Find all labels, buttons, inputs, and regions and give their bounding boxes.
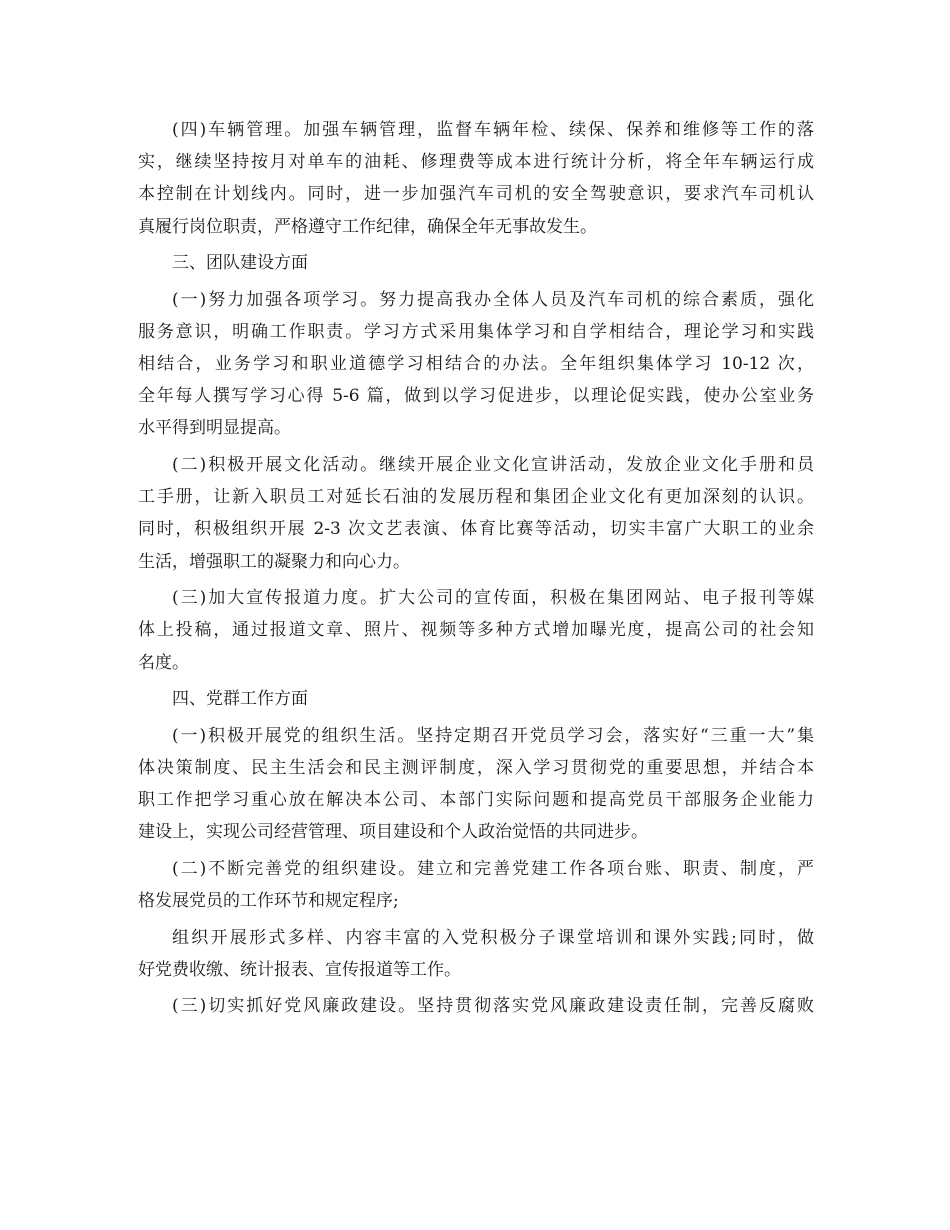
- document-body: [138, 114, 814, 1027]
- paragraph-party-life: [138, 720, 814, 849]
- text-line: (二)积极开展文化活动。继续开展企业文化宣讲活动，发放企业文化手册和员: [172, 455, 814, 476]
- text-line: 实，继续坚持按月对单车的油耗、修理费等成本进行统计分析，将全年车辆运行成: [138, 152, 814, 173]
- paragraph-party-organization: [138, 853, 814, 917]
- text-line: (二)不断完善党的组织建设。建立和完善党建工作各项台账、职责、制度，严: [172, 858, 814, 879]
- text-line: (一)积极开展党的组织生活。坚持定期召开党员学习会，落实好“三重一大”集: [172, 725, 814, 746]
- text-line: 名度。: [138, 652, 189, 673]
- text-line: 体决策制度、民主生活会和民主测评制度，深入学习贯彻党的重要思想，并结合本: [138, 757, 814, 778]
- text-line: 体上投稿，通过报道文章、照片、视频等多种方式增加曝光度，提高公司的社会知: [138, 620, 814, 641]
- text-line: 组织开展形式多样、内容丰富的入党积极分子课堂培训和课外实践;同时，做: [172, 927, 814, 948]
- text-line: (三)加大宣传报道力度。扩大公司的宣传面，积极在集团网站、电子报刊等媒: [172, 588, 814, 609]
- text-line: 建设上，实现公司经营管理、项目建设和个人政治觉悟的共同进步。: [138, 822, 648, 843]
- section-heading-party-work: [138, 683, 814, 715]
- text-line: 真履行岗位职责，严格遵守工作纪律，确保全年无事故发生。: [138, 216, 597, 237]
- text-line: 全年每人撰写学习心得 5-6 篇，做到以学习促进步，以理论促实践，使办公室业务: [138, 386, 814, 407]
- text-line: (一)努力加强各项学习。努力提高我办全体人员及汽车司机的综合素质，强化: [172, 289, 814, 310]
- heading-text: 四、党群工作方面: [172, 689, 308, 710]
- text-line: 服务意识，明确工作职责。学习方式采用集体学习和自学相结合，理论学习和实践: [138, 321, 814, 342]
- text-line: 同时，积极组织开展 2-3 次文艺表演、体育比赛等活动，切实丰富广大职工的业余: [138, 519, 814, 540]
- text-line: 职工作把学习重心放在解决本公司、本部门实际问题和提高党员干部服务企业能力: [138, 790, 814, 811]
- text-line: (四)车辆管理。加强车辆管理，监督车辆年检、续保、保养和维修等工作的落: [172, 120, 814, 140]
- paragraph-training: [138, 922, 814, 986]
- paragraph-culture-activities: [138, 449, 814, 578]
- section-heading-team-building: [138, 247, 814, 279]
- text-line: 水平得到明显提高。: [138, 418, 291, 439]
- text-line: 本控制在计划线内。同时，进一步加强汽车司机的安全驾驶意识，要求汽车司机认: [138, 184, 814, 205]
- text-line: 工手册，让新入职员工对延长石油的发展历程和集团企业文化有更加深刻的认识。: [138, 487, 814, 508]
- text-line: 格发展党员的工作环节和规定程序;: [138, 891, 399, 912]
- heading-text: 三、团队建设方面: [172, 253, 308, 274]
- paragraph-vehicle-management: [138, 114, 814, 243]
- text-line: (三)切实抓好党风廉政建设。坚持贯彻落实党风廉政建设责任制，完善反腐败: [172, 996, 814, 1017]
- paragraph-study: [138, 284, 814, 445]
- paragraph-publicity: [138, 582, 814, 679]
- text-line: 生活，增强职工的凝聚力和向心力。: [138, 551, 410, 572]
- text-line: 相结合，业务学习和职业道德学习相结合的办法。全年组织集体学习 10-12 次，: [138, 354, 814, 375]
- text-line: 好党费收缴、统计报表、宣传报道等工作。: [138, 959, 461, 980]
- paragraph-integrity: [138, 990, 814, 1022]
